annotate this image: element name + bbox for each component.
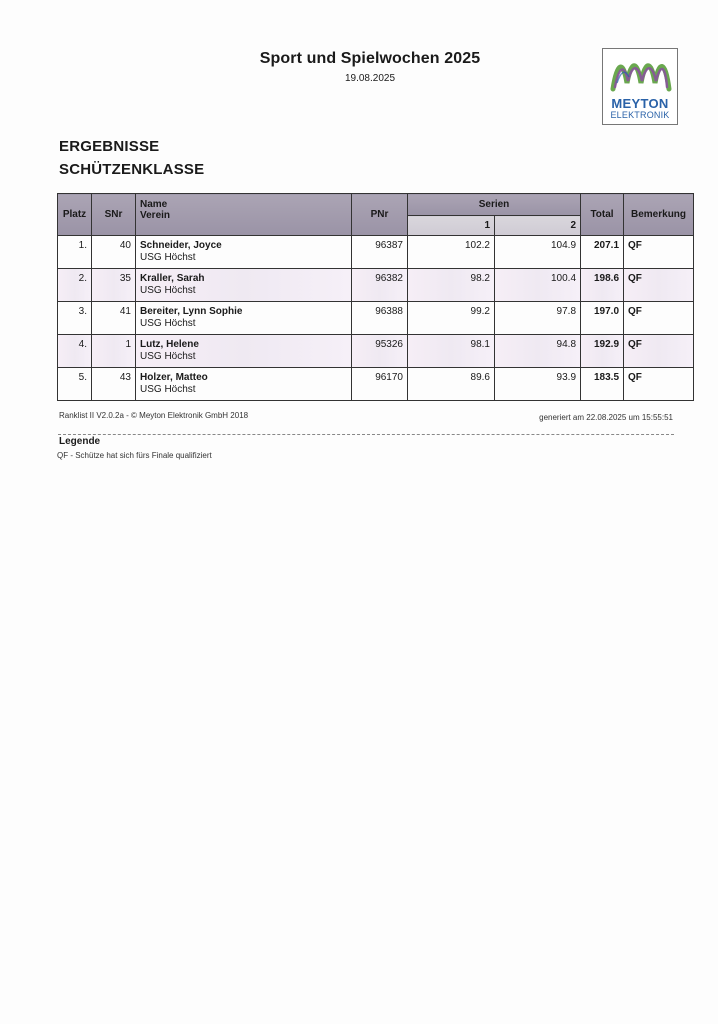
- cell-serie-2: 97.8: [495, 302, 581, 335]
- cell-serie-1: 99.2: [408, 302, 495, 335]
- table-row: [58, 269, 694, 302]
- cell-pnr: 95326: [352, 335, 408, 368]
- col-header-serien: Serien: [408, 194, 581, 216]
- cell-pnr: 96170: [352, 368, 408, 401]
- col-header-verein: Verein: [140, 210, 171, 221]
- footer-copyright: Ranklist II V2.0.2a - © Meyton Elektronik GmbH 2018: [59, 411, 249, 420]
- cell-serie-1: 98.2: [408, 269, 495, 302]
- cell-serie-1: 89.6: [408, 368, 495, 401]
- cell-name-verein: [136, 236, 352, 269]
- table-row: [58, 236, 694, 269]
- cell-platz: 4.: [58, 335, 92, 368]
- cell-verein: USG Höchst: [140, 318, 196, 329]
- cell-total: 197.0: [581, 302, 624, 335]
- results-table: [57, 193, 694, 401]
- document-title: Sport und Spielwochen 2025: [259, 50, 481, 67]
- cell-bemerkung: QF: [624, 368, 694, 401]
- cell-snr: 40: [92, 236, 136, 269]
- divider: [58, 434, 674, 435]
- cell-bemerkung: QF: [624, 236, 694, 269]
- cell-snr: 43: [92, 368, 136, 401]
- cell-total: 183.5: [581, 368, 624, 401]
- cell-name-verein: [136, 335, 352, 368]
- cell-name: Bereiter, Lynn Sophie: [140, 306, 243, 317]
- col-header-serie-2: 2: [495, 216, 581, 236]
- cell-pnr: 96388: [352, 302, 408, 335]
- legend-item: QF - Schütze hat sich fürs Finale qualifiziert: [57, 451, 212, 460]
- cell-serie-2: 100.4: [495, 269, 581, 302]
- logo-subtitle: ELEKTRONIK: [610, 110, 670, 120]
- logo-name: MEYTON: [611, 96, 669, 111]
- cell-snr: 41: [92, 302, 136, 335]
- col-header-name: Name: [140, 199, 168, 210]
- cell-name-verein: [136, 302, 352, 335]
- cell-platz: 5.: [58, 368, 92, 401]
- cell-serie-2: 104.9: [495, 236, 581, 269]
- cell-name: Lutz, Helene: [140, 339, 199, 350]
- cell-serie-1: 98.1: [408, 335, 495, 368]
- cell-platz: 1.: [58, 236, 92, 269]
- cell-verein: USG Höchst: [140, 285, 196, 296]
- cell-platz: 3.: [58, 302, 92, 335]
- cell-verein: USG Höchst: [140, 384, 196, 395]
- cell-total: 207.1: [581, 236, 624, 269]
- cell-total: 198.6: [581, 269, 624, 302]
- legend-title: Legende: [59, 436, 101, 447]
- col-header-bemerkung: Bemerkung: [624, 194, 694, 236]
- cell-name-verein: [136, 269, 352, 302]
- document-date: 19.08.2025: [344, 73, 396, 84]
- col-header-serie-1: 1: [408, 216, 495, 236]
- cell-name-verein: [136, 368, 352, 401]
- footer-generated: generiert am 22.08.2025 um 15:55:51: [539, 413, 673, 422]
- heading-class: SCHÜTZENKLASSE: [59, 161, 205, 178]
- cell-name: Holzer, Matteo: [140, 372, 208, 383]
- cell-snr: 1: [92, 335, 136, 368]
- table-row: [58, 302, 694, 335]
- cell-name: Kraller, Sarah: [140, 273, 205, 284]
- col-header-snr: SNr: [92, 194, 136, 236]
- table-row: [58, 368, 694, 401]
- cell-pnr: 96387: [352, 236, 408, 269]
- meyton-logo-mark-icon: [607, 53, 675, 97]
- cell-bemerkung: QF: [624, 302, 694, 335]
- heading-results: ERGEBNISSE: [59, 138, 160, 155]
- col-header-total: Total: [581, 194, 624, 236]
- cell-bemerkung: QF: [624, 269, 694, 302]
- cell-platz: 2.: [58, 269, 92, 302]
- cell-total: 192.9: [581, 335, 624, 368]
- cell-snr: 35: [92, 269, 136, 302]
- cell-serie-2: 93.9: [495, 368, 581, 401]
- col-header-platz: Platz: [58, 194, 92, 236]
- table-row: [58, 335, 694, 368]
- cell-name: Schneider, Joyce: [140, 240, 222, 251]
- col-header-name-verein: [136, 194, 352, 236]
- meyton-logo: [602, 48, 678, 125]
- cell-pnr: 96382: [352, 269, 408, 302]
- cell-serie-1: 102.2: [408, 236, 495, 269]
- cell-verein: USG Höchst: [140, 252, 196, 263]
- cell-serie-2: 94.8: [495, 335, 581, 368]
- col-header-pnr: PNr: [352, 194, 408, 236]
- cell-bemerkung: QF: [624, 335, 694, 368]
- cell-verein: USG Höchst: [140, 351, 196, 362]
